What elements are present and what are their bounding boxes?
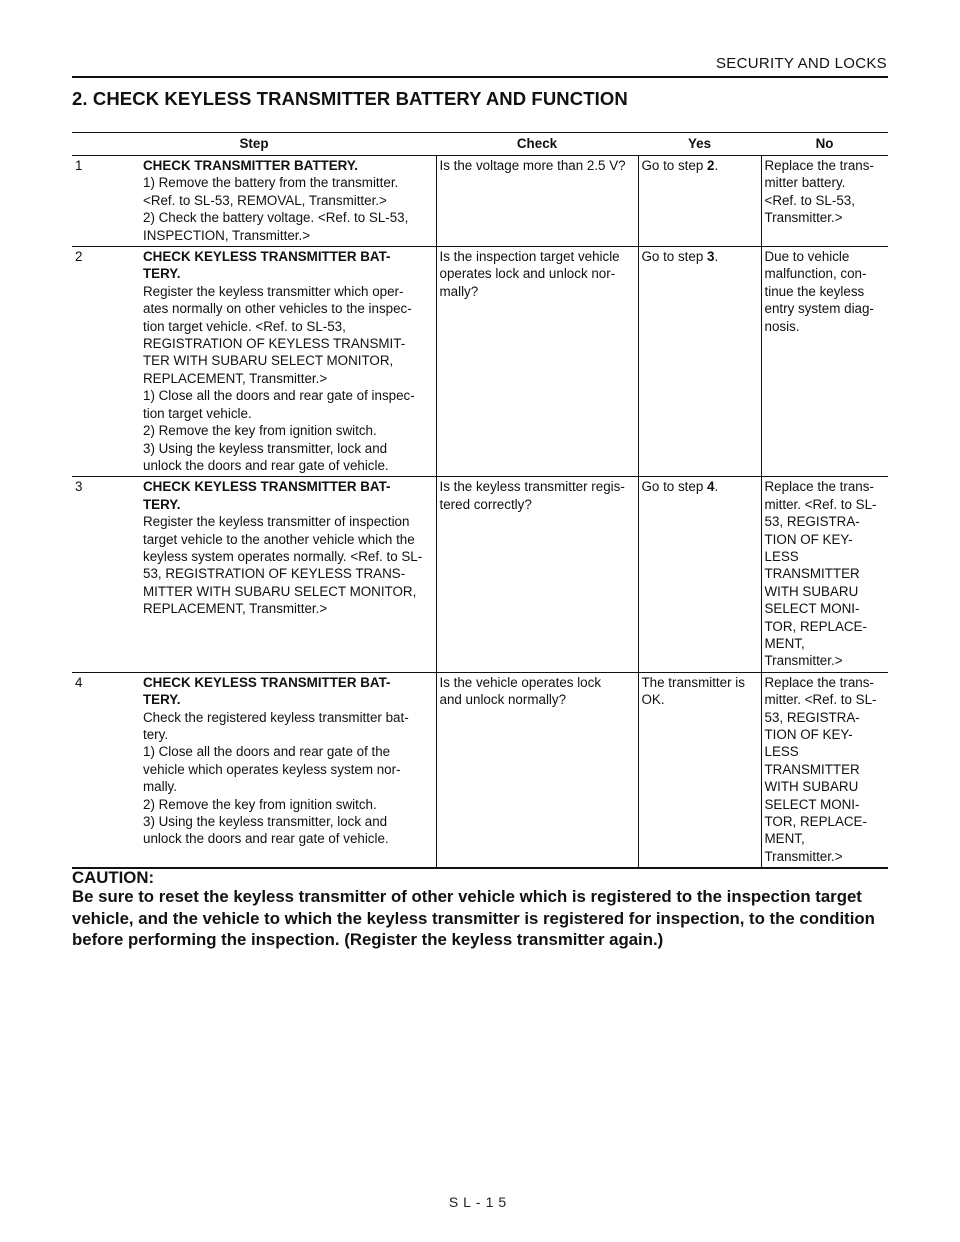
step-instruction-line: 3) Using the keyless transmitter, lock and <box>143 814 388 830</box>
cell-text-line: TOR, REPLACE- <box>764 618 867 634</box>
step-instruction-line: Register the keyless transmitter which oper- <box>143 283 404 299</box>
cell-text-line: 53, REGISTRA- <box>764 709 860 725</box>
cell-text-line: Replace the trans- <box>764 674 874 690</box>
check-question <box>436 477 638 672</box>
cell-text-line: Transmitter.> <box>764 653 843 669</box>
cell-text-line: CHECK TRANSMITTER BATTERY. <box>143 158 358 173</box>
step-instruction-line: 1) Remove the battery from the transmitter. <box>143 175 399 191</box>
table-header-row <box>72 133 888 156</box>
caution-label: CAUTION: <box>72 868 155 887</box>
page-number: SL-15 <box>448 1194 512 1210</box>
cell-text-line: SELECT MONI- <box>764 601 860 617</box>
step-number: 2 <box>72 247 139 477</box>
cell-text-line: tinue the keyless <box>764 283 865 299</box>
column-header-yes: Yes <box>638 133 761 156</box>
step-title <box>143 248 434 283</box>
no-action <box>761 477 888 672</box>
table-body <box>72 156 888 869</box>
cell-text-line: OK. <box>641 692 665 708</box>
cell-text-line: Go to step <box>641 249 708 265</box>
header-divider <box>72 76 888 78</box>
cell-text-line: mally? <box>439 283 479 299</box>
step-instruction-line: unlock the doors and rear gate of vehicle. <box>143 831 389 847</box>
step-instruction-line: Check the registered keyless transmitter bat- <box>143 709 409 725</box>
step-instruction-line: 53, REGISTRATION OF KEYLESS TRANS- <box>143 566 406 582</box>
step-number: 3 <box>72 477 139 672</box>
cell-text-line: mitter. <Ref. to SL- <box>764 692 877 708</box>
cell-text-line: MENT, <box>764 635 805 651</box>
no-action <box>761 672 888 868</box>
no-action <box>761 156 888 247</box>
step-instruction-line: 2) Check the battery voltage. <Ref. to SL-53, <box>143 210 409 226</box>
yes-step-suffix: . <box>714 158 719 173</box>
step-description <box>139 672 436 868</box>
cell-text-line: Transmitter.> <box>764 848 843 864</box>
yes-action <box>638 477 761 672</box>
cell-text-line: Replace the trans- <box>764 479 874 495</box>
cell-text-line: entry system diag- <box>764 301 874 317</box>
column-header-check: Check <box>436 133 638 156</box>
check-question <box>436 247 638 477</box>
step-instruction-line: tion target vehicle. <Ref. to SL-53, <box>143 318 346 334</box>
cell-text-line: Is the vehicle operates lock <box>439 674 602 690</box>
cell-text-line: WITH SUBARU <box>764 779 859 795</box>
step-number: 4 <box>72 672 139 868</box>
cell-text-line: Due to vehicle <box>764 249 850 265</box>
step-instruction-line: ates normally on other vehicles to the inspec- <box>143 301 412 317</box>
table-row <box>72 156 888 247</box>
step-instruction-line: vehicle which operates keyless system nor- <box>143 761 401 777</box>
cell-text-line: mitter battery. <box>764 175 846 191</box>
table-row <box>72 247 888 477</box>
cell-text-line: CHECK KEYLESS TRANSMITTER BAT- <box>143 249 391 265</box>
cell-text-line: Is the keyless transmitter regis- <box>439 479 625 495</box>
step-number: 1 <box>72 156 139 247</box>
diagnostic-table <box>72 132 888 869</box>
caution-line: before performing the inspection. (Register the keyless transmitter again.) <box>72 930 664 949</box>
caution-text <box>72 886 888 951</box>
yes-action <box>638 156 761 247</box>
cell-text-line: nosis. <box>764 318 800 334</box>
yes-step-link: 2 <box>707 158 715 173</box>
yes-action <box>638 247 761 477</box>
step-instruction-line: REGISTRATION OF KEYLESS TRANSMIT- <box>143 336 406 352</box>
yes-step-link: 4 <box>707 479 715 495</box>
table-row <box>72 477 888 672</box>
cell-text-line: TOR, REPLACE- <box>764 814 867 830</box>
caution-line: vehicle, and the vehicle to which the keyless transmitter is registered for inspection, to the condition <box>72 908 875 928</box>
cell-text-line: LESS <box>764 548 799 564</box>
cell-text-line: TRANSMITTER <box>764 761 860 777</box>
step-instruction-line: target vehicle to the another vehicle which the <box>143 531 415 547</box>
step-instruction-line: 1) Close all the doors and rear gate of inspec- <box>143 388 415 404</box>
yes-step-suffix: . <box>714 479 719 495</box>
check-question <box>436 672 638 868</box>
cell-text-line: Go to step <box>641 158 708 173</box>
cell-text-line: <Ref. to SL-53, <box>764 192 855 208</box>
cell-text-line: Go to step <box>641 479 708 495</box>
chapter-label: SECURITY AND LOCKS <box>715 55 887 72</box>
cell-text-line: tered correctly? <box>439 496 532 512</box>
step-instruction-line: 1) Close all the doors and rear gate of the <box>143 744 391 760</box>
step-instruction-line: REPLACEMENT, Transmitter.> <box>143 601 328 617</box>
step-instruction-line: TER WITH SUBARU SELECT MONITOR, <box>143 353 394 369</box>
step-description <box>139 247 436 477</box>
yes-action <box>638 672 761 868</box>
cell-text-line: and unlock normally? <box>439 692 567 708</box>
step-instruction-line: 2) Remove the key from ignition switch. <box>143 423 377 439</box>
step-instruction-line: REPLACEMENT, Transmitter.> <box>143 370 328 386</box>
no-action <box>761 247 888 477</box>
cell-text-line: MENT, <box>764 831 805 847</box>
cell-text-line: Replace the trans- <box>764 158 874 173</box>
cell-text-line: TION OF KEY- <box>764 531 853 547</box>
cell-text-line: operates lock and unlock nor- <box>439 266 616 282</box>
cell-text-line: The transmitter is <box>641 674 745 690</box>
cell-text-line: malfunction, con- <box>764 266 867 282</box>
caution-line: Be sure to reset the keyless transmitter of other vehicle which is registered to the inspection target <box>72 887 862 906</box>
cell-text-line: WITH SUBARU <box>764 583 859 599</box>
check-question <box>436 156 638 247</box>
cell-text-line: TERY. <box>143 692 181 708</box>
cell-text-line: TERY. <box>143 266 181 282</box>
step-instruction-line: 3) Using the keyless transmitter, lock and <box>143 440 388 456</box>
step-instruction-line: INSPECTION, Transmitter.> <box>143 227 311 243</box>
step-title <box>143 157 434 174</box>
step-instruction-line: Register the keyless transmitter of inspection <box>143 514 410 530</box>
step-instruction-line: 2) Remove the key from ignition switch. <box>143 796 377 812</box>
cell-text-line: mitter. <Ref. to SL- <box>764 496 877 512</box>
page-heading: 2. CHECK KEYLESS TRANSMITTER BATTERY AND FUNCTION <box>72 88 628 109</box>
step-title <box>143 674 434 709</box>
step-description <box>139 477 436 672</box>
step-instruction-line: <Ref. to SL-53, REMOVAL, Transmitter.> <box>143 192 387 208</box>
cell-text-line: Transmitter.> <box>764 210 843 226</box>
step-instruction-line: unlock the doors and rear gate of vehicle. <box>143 457 389 473</box>
column-header-step: Step <box>72 133 436 156</box>
cell-text-line: LESS <box>764 744 799 760</box>
step-description <box>139 156 436 247</box>
cell-text-line: TRANSMITTER <box>764 566 860 582</box>
cell-text-line: Is the voltage more than 2.5 V? <box>439 158 626 173</box>
cell-text-line: 53, REGISTRA- <box>764 514 860 530</box>
step-instruction-line: tion target vehicle. <box>143 405 252 421</box>
yes-step-link: 3 <box>707 249 715 265</box>
cell-text-line: TION OF KEY- <box>764 727 853 742</box>
cell-text-line: CHECK KEYLESS TRANSMITTER BAT- <box>143 674 391 690</box>
step-instruction-line: tery. <box>143 727 169 742</box>
column-header-no: No <box>761 133 888 156</box>
table-row <box>72 672 888 868</box>
cell-text-line: TERY. <box>143 496 181 512</box>
step-instruction-line: keyless system operates normally. <Ref. to SL- <box>143 548 423 564</box>
cell-text-line: SELECT MONI- <box>764 796 860 812</box>
yes-step-suffix: . <box>714 249 719 265</box>
cell-text-line: Is the inspection target vehicle <box>439 249 620 265</box>
step-title <box>143 478 434 513</box>
step-instruction-line: mally. <box>143 779 177 795</box>
step-instruction-line: MITTER WITH SUBARU SELECT MONITOR, <box>143 583 417 599</box>
cell-text-line: CHECK KEYLESS TRANSMITTER BAT- <box>143 479 391 495</box>
